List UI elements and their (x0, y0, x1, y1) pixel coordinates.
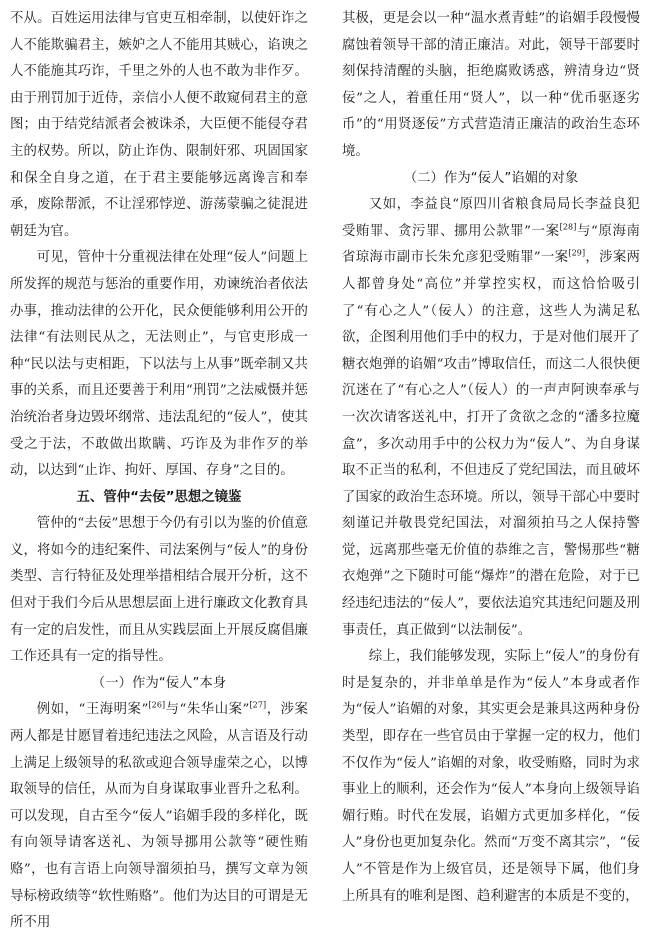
citation-26: [26] (148, 700, 166, 710)
paragraph-guanzhong-law: 可见，管仲十分重视法律在处理“佞人”问题上所发挥的规范与惩治的重要作用，劝谏统治者依法办事，推动法律的公开化，民众便能够利用公开的法律“有法则民从之，无法则止”，与官吏形成一种“民以法与吏相距，下以法与上从事”既牵制又共事的关系，而且还要善于利用“刑罚”之法威慑并惩治统治者身边毁坏纲常、违法乱纪的“佞人”，使其受之于法，不敢做出欺瞒、巧诈及为非作歹的举动，以达到“止诈、拘奸、厚国、存身”之目的。 (10, 250, 308, 479)
case-text-part: 例如，“王海明案” (36, 702, 149, 718)
case-text-part: 与“朱华山案” (165, 702, 250, 718)
citation-28: [28] (559, 222, 577, 232)
left-column (10, 6, 308, 937)
right-column (342, 6, 640, 910)
paragraph-case-examples-2 (342, 192, 640, 644)
paragraph-continued: 不从。百姓运用法律与官吏互相牵制，以使奸诈之人不能欺骗君主，嫉妒之人不能用其贼心，谄谀之人不能施其巧诈，千里之外的人也不敢为非作歹。由于刑罚加于近侍，亲信小人便不敢窥伺君主的意图；由于结党结派者会被诛杀，大臣便不能侵夺君主的权势。所以，防止诈伪、限制奸邪、巩固国家和保全自身之道，在于君主要能够远离谗言和奉承，废除帮派，不让淫邪悖逆、游荡蒙骗之徒混进朝廷为官。 (10, 11, 308, 239)
citation-29: [29] (568, 248, 586, 258)
case-text-part: ，涉案两人都是甘愿冒着违纪违法之风险，从言语及行动上满足上级领导的私欲或迎合领导虚荣之心，以博取领导的信任，从而为自身谋取事业晋升之私利。可以发现，自古至今“佞人”谄媚手段的多样化，既有向领导请客送礼、为领导挪用公款等“硬性贿赂”，也有言语上向领导溜须拍马，撰写文章为领导标榜政绩等“软性贿赂”。他们为达目的可谓是无所不用 (10, 702, 308, 931)
case-text-part: 与“原海南省琼海市副市长朱允彦犯受贿罪”一案 (342, 223, 640, 266)
citation-27: [27] (249, 700, 267, 710)
paragraph-continued-right: 其极，更是会以一种“温水煮青蛙”的谄媚手段慢慢腐蚀着领导干部的清正廉洁。对此，领导干部要时刻保持清醒的头脑，拒绝腐败诱惑，辨清身边“贤佞”之人，着重任用“贤人”，以一种“优币驱逐劣币”的“用贤逐佞”方式营造清正廉洁的政治生态环境。 (342, 11, 640, 159)
paragraph-summary: 综上，我们能够发现，实际上“佞人”的身份有时是复杂的，并非单单是作为“佞人”本身或者作为“佞人”谄媚的对象，其实更会是兼具这两种身份类型，即存在一些官员由于掌握一定的权力，他们不仅作为“佞人”谄媚的对象，收受贿赂，同时为求事业上的顺利，还会作为“佞人”本身向上级领导谄媚行贿。时代在发展，谄媚方式更加多样化，“佞人”身份也更加复杂化。然而“万变不离其宗”，“佞人”不管是作为上级官员，还是领导下属，他们身上所具有的唯利是图、趋利避害的本质是不变的， (342, 649, 640, 904)
paragraph-case-examples-1 (10, 697, 308, 936)
case-text-part: ，涉案两人都曾身处“高位”并掌控实权，而这恰恰吸引了“有心之人”（佞人）的注意，这些人为满足私欲，企图利用他们手中的权力，于是对他们展开了糖衣炮弹的谄媚“攻击”博取信任，而这二人很快便沉迷在了“有心之人”（佞人）的一声声阿谀奉承与一次次请客送礼中，打开了贪欲之念的“潘多拉魔盒”，多次动用手中的公权力为“佞人”、为自身谋取不正当的私利，不但违反了党纪国法，而且破坏了国家的政治生态环境。所以，领导干部心中要时刻谨记并敬畏党纪国法，对溜须拍马之人保持警觉，远离那些毫无价值的恭维之言，警惕那些“糖衣炮弹”之下随时可能“爆炸”的潜在危险，对于已经违纪违法的“佞人”，要依法追究其违纪问题及刑事责任，真正做到“以法制佞”。 (342, 250, 641, 638)
section-heading: 五、管仲“去佞”思想之镜鉴 (76, 489, 242, 505)
subheading-as-flatterer: （一）作为“佞人”本身 (91, 675, 227, 691)
case-text-part: 又如，李益良“原四川省粮食局局长李益良犯受贿罪、贪污罪、挪用公款罪”一案 (342, 197, 640, 239)
paragraph-intro-reference: 管仲的“去佞”思想于今仍有引以为鉴的价值意义，将如今的违纪案件、司法案例与“佞人”的身份类型、言行特征及处理举措相结合展开分析，这不但对于我们今后从思想层面上进行廉政文化教育具有一定的启发性，而且从实践层面上开展反腐倡廉工作还具有一定的指导性。 (10, 516, 308, 665)
subheading-as-target: （二）作为“佞人”谄媚的对象 (403, 170, 579, 186)
